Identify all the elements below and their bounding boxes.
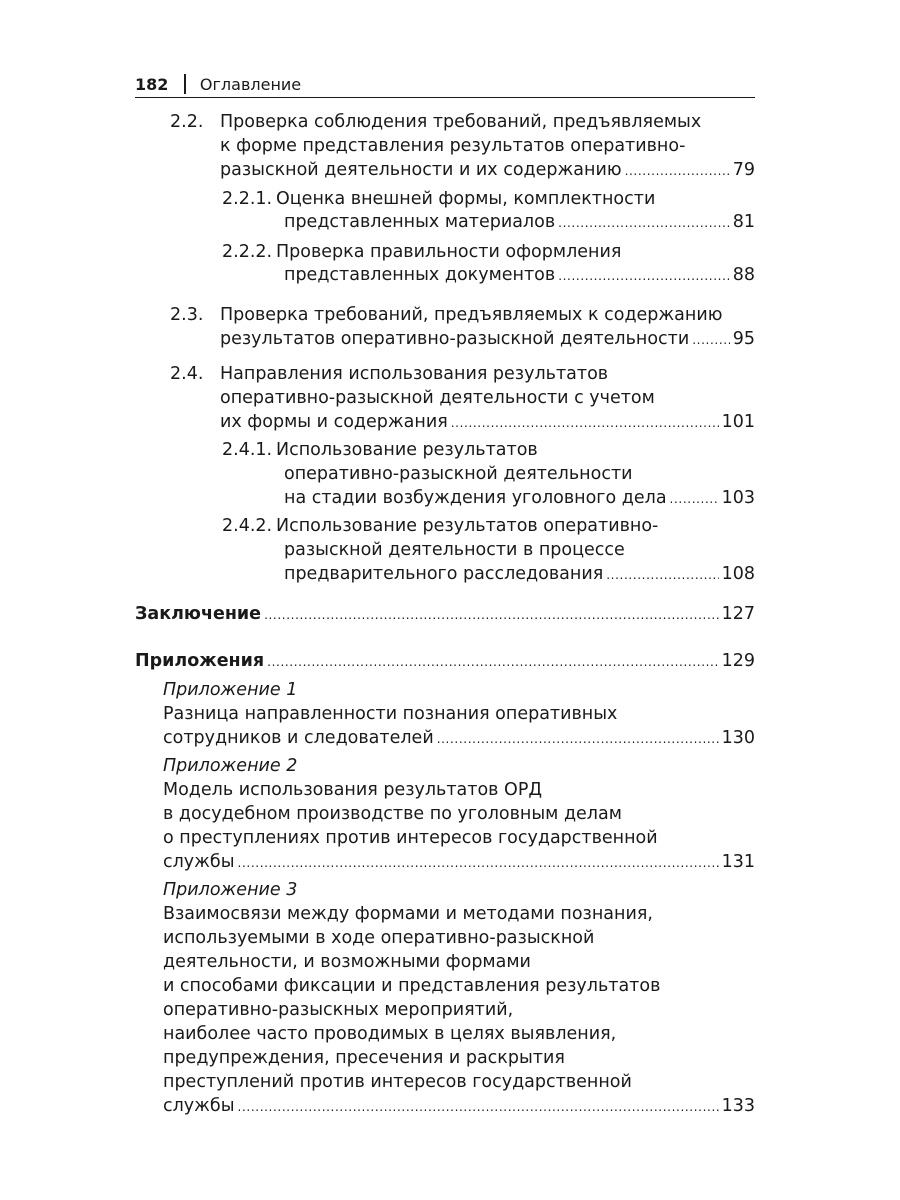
entry-title-line: преступлений против интересов государственной bbox=[163, 1072, 632, 1092]
entry-page-number: 101 bbox=[721, 412, 755, 432]
dot-leader bbox=[670, 487, 719, 511]
entry-page-number: 103 bbox=[721, 488, 755, 508]
entry-page-number: 129 bbox=[721, 651, 755, 671]
appendix-label: Приложение 3 bbox=[163, 880, 298, 900]
entry-page-number: 131 bbox=[721, 852, 755, 872]
dot-leader bbox=[451, 411, 719, 435]
entry-title-line: на стадии возбуждения уголовного дела bbox=[284, 488, 667, 508]
entry-title-line: Использование результатов bbox=[276, 440, 538, 460]
entry-title-line: Разница направленности познания оперативных bbox=[163, 704, 618, 724]
entry-page-number: 79 bbox=[732, 160, 755, 180]
entry-title-line: и способами фиксации и представления результатов bbox=[163, 976, 661, 996]
entry-title-line: Заключение bbox=[135, 604, 262, 624]
entry-title-line: используемыми в ходе оперативно-разыскной bbox=[163, 928, 595, 948]
entry-title-line: к форме представления результатов оперативно- bbox=[220, 136, 686, 156]
entry-title-line: службы bbox=[163, 852, 235, 872]
entry-number: 2.3. bbox=[170, 305, 204, 325]
entry-page-number: 108 bbox=[721, 564, 755, 584]
entry-number: 2.4.1. bbox=[222, 440, 273, 460]
entry-title-line: наиболее часто проводимых в целях выявления, bbox=[163, 1024, 617, 1044]
page-header bbox=[135, 72, 755, 98]
appendix-label: Приложение 1 bbox=[163, 680, 298, 700]
entry-title-line: оперативно-разыскной деятельности с учетом bbox=[220, 388, 655, 408]
dot-leader bbox=[264, 603, 719, 627]
dot-leader bbox=[692, 328, 729, 352]
entry-title-line: разыскной деятельности в процессе bbox=[284, 540, 625, 560]
entry-title-line: Направления использования результатов bbox=[220, 364, 609, 384]
page-number: 182 bbox=[135, 75, 169, 94]
entry-title-line: Взаимосвязи между формами и методами познания, bbox=[163, 904, 653, 924]
dot-leader bbox=[437, 727, 719, 751]
entry-title-line: Использование результатов оперативно- bbox=[276, 516, 659, 536]
entry-title-line: службы bbox=[163, 1096, 235, 1116]
entry-number: 2.4. bbox=[170, 364, 204, 384]
dot-leader bbox=[558, 264, 730, 288]
dot-leader bbox=[606, 563, 718, 587]
entry-title-line: Оценка внешней формы, комплектности bbox=[276, 189, 656, 209]
entry-page-number: 127 bbox=[721, 604, 755, 624]
entry-title-line: Модель использования результатов ОРД bbox=[163, 780, 543, 800]
dot-leader bbox=[625, 159, 730, 183]
entry-title-line: представленных материалов bbox=[284, 212, 556, 232]
entry-title-line: представленных документов bbox=[284, 265, 556, 285]
entry-number: 2.4.2. bbox=[222, 516, 273, 536]
entry-title-line: сотрудников и следователей bbox=[163, 728, 434, 748]
entry-title-line: предупреждения, пресечения и раскрытия bbox=[163, 1048, 565, 1068]
entry-title-line: Проверка правильности оформления bbox=[276, 242, 622, 262]
dot-leader bbox=[267, 650, 718, 674]
entry-title-line: оперативно-разыскной деятельности bbox=[284, 464, 633, 484]
entry-title-line: о преступлениях против интересов государственной bbox=[163, 828, 658, 848]
entry-title-line: в досудебном производстве по уголовным делам bbox=[163, 804, 622, 824]
appendix-label: Приложение 2 bbox=[163, 756, 298, 776]
entry-page-number: 88 bbox=[732, 265, 755, 285]
entry-title-line: Проверка соблюдения требований, предъявляемых bbox=[220, 112, 702, 132]
entry-title-line: результатов оперативно-разыскной деятельности bbox=[220, 329, 690, 349]
entry-page-number: 130 bbox=[721, 728, 755, 748]
dot-leader bbox=[238, 1095, 719, 1119]
entry-title-line: деятельности, и возможными формами bbox=[163, 952, 531, 972]
entry-title-line: Проверка требований, предъявляемых к содержанию bbox=[220, 305, 723, 325]
entry-number: 2.2. bbox=[170, 112, 204, 132]
entry-page-number: 81 bbox=[732, 212, 755, 232]
entry-title-line: оперативно-разыскных мероприятий, bbox=[163, 1000, 514, 1020]
entry-title-line: их формы и содержания bbox=[220, 412, 448, 432]
header-section-title: Оглавление bbox=[199, 75, 302, 94]
entry-title-line: разыскной деятельности и их содержанию bbox=[220, 160, 622, 180]
header-separator bbox=[184, 74, 186, 94]
entry-page-number: 133 bbox=[721, 1096, 755, 1116]
dot-leader bbox=[238, 851, 719, 875]
entry-number: 2.2.2. bbox=[222, 242, 273, 262]
entry-title-line: предварительного расследования bbox=[284, 564, 604, 584]
entry-number: 2.2.1. bbox=[222, 189, 273, 209]
entry-title-line: Приложения bbox=[135, 651, 265, 671]
entry-page-number: 95 bbox=[732, 329, 755, 349]
dot-leader bbox=[558, 211, 730, 235]
